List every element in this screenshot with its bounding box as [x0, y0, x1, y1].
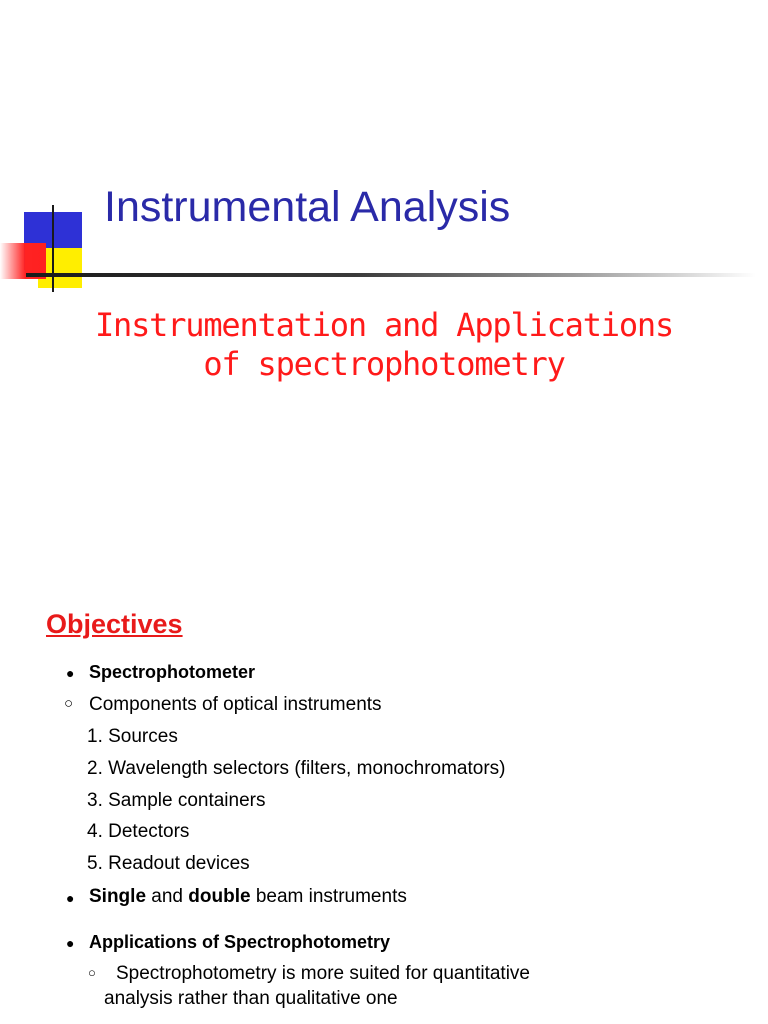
list-item-applications: Applications of Spectrophotometry [89, 932, 391, 952]
subtitle-line-2: of spectrophotometry [203, 345, 565, 383]
title-underline-rule [26, 273, 756, 277]
bullet-dot-icon: ● [66, 890, 75, 906]
bullet-circle-icon: ○ [64, 695, 74, 712]
numbered-item-wavelength-selectors: 2. Wavelength selectors (filters, monochromators) [87, 758, 506, 779]
and-text: and [146, 886, 189, 907]
slide-subtitle [0, 306, 768, 384]
list-item-spectrophotometer: Spectrophotometer [89, 662, 256, 682]
slide-title: Instrumental Analysis [104, 183, 511, 231]
bullet-circle-icon: ○ [88, 965, 96, 980]
sub-item-suited-line1: Spectrophotometry is more suited for quantitative [116, 963, 530, 984]
double-text: double [188, 886, 251, 907]
subtitle-line-1: Instrumentation and Applications [94, 306, 674, 344]
decor-vertical-line [52, 205, 54, 292]
sub-item-suited-line2: analysis rather than qualitative one [104, 988, 398, 1009]
bullet-dot-icon: ● [66, 665, 75, 681]
objectives-heading: Objectives [46, 609, 183, 639]
beam-rest-text: beam instruments [250, 886, 407, 907]
numbered-item-readout-devices: 5. Readout devices [87, 853, 250, 874]
list-item-beam-instruments [89, 886, 407, 908]
list-item-components: Components of optical instruments [89, 694, 382, 715]
bullet-dot-icon: ● [66, 935, 75, 951]
numbered-item-sample-containers: 3. Sample containers [87, 790, 266, 811]
single-text: Single [89, 886, 147, 907]
numbered-item-sources: 1. Sources [87, 726, 178, 747]
numbered-item-detectors: 4. Detectors [87, 821, 190, 842]
